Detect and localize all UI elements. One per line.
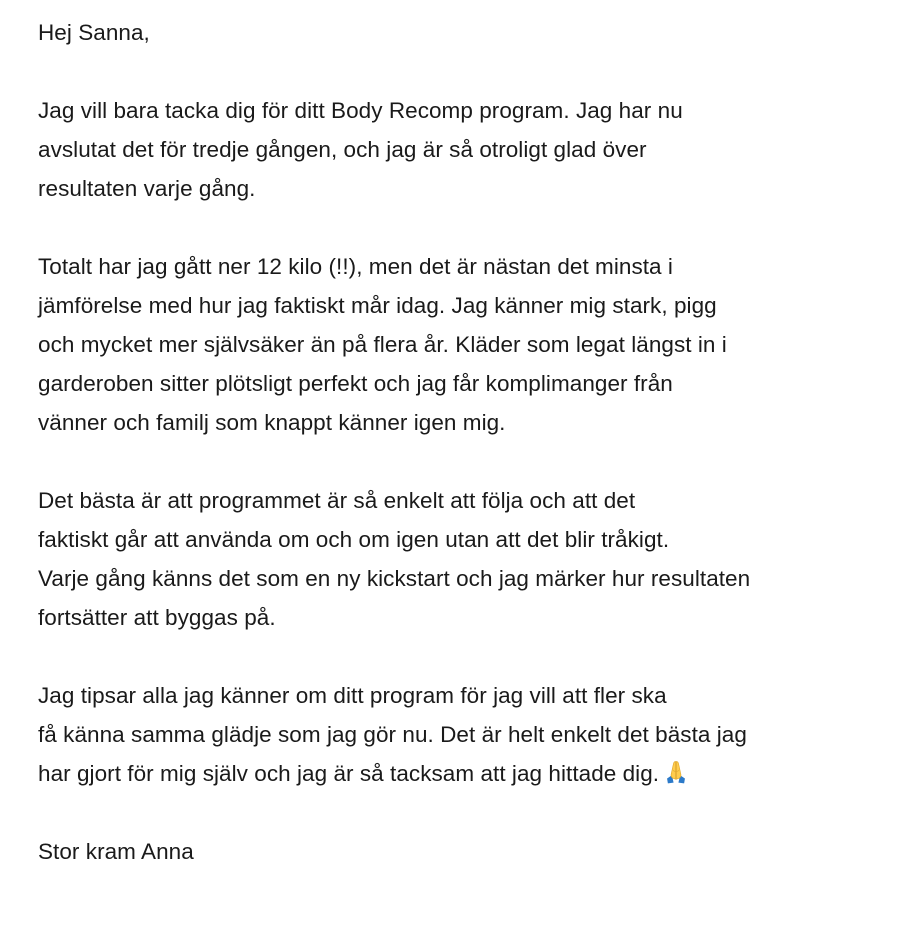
paragraph-program bbox=[38, 481, 878, 637]
text-line: jämförelse med hur jag faktiskt mår idag. Jag känner mig stark, pigg bbox=[38, 293, 717, 318]
paragraph-results bbox=[38, 247, 878, 442]
text-line: resultaten varje gång. bbox=[38, 176, 256, 201]
text-line: har gjort för mig själv och jag är så tacksam att jag hittade dig. bbox=[38, 761, 660, 786]
text-line: Det bästa är att programmet är så enkelt att följa och att det bbox=[38, 488, 636, 513]
email-body bbox=[38, 13, 878, 910]
text-line: få känna samma glädje som jag gör nu. Det är helt enkelt det bästa jag bbox=[38, 722, 747, 747]
text-line: Jag vill bara tacka dig för ditt Body Recomp program. Jag har nu bbox=[38, 98, 683, 123]
text-line: avslutat det för tredje gången, och jag är så otroligt glad över bbox=[38, 137, 647, 162]
text-line: faktiskt går att använda om och om igen utan att det blir tråkigt. bbox=[38, 527, 670, 552]
folded-hands-emoji-icon bbox=[663, 759, 689, 785]
text-line: vänner och familj som knappt känner igen mig. bbox=[38, 410, 506, 435]
text-line: och mycket mer självsäker än på flera år. Kläder som legat längst in i bbox=[38, 332, 727, 357]
text-line: Jag tipsar alla jag känner om ditt program för jag vill att fler ska bbox=[38, 683, 667, 708]
text-line: fortsätter att byggas på. bbox=[38, 605, 276, 630]
text-line: garderoben sitter plötsligt perfekt och jag får komplimanger från bbox=[38, 371, 673, 396]
paragraph-thanks bbox=[38, 91, 878, 208]
greeting: Hej Sanna, bbox=[38, 20, 150, 45]
text-line: Varje gång känns det som en ny kickstart och jag märker hur resultaten bbox=[38, 566, 751, 591]
text-line-with-emoji bbox=[38, 754, 878, 793]
paragraph-recommend bbox=[38, 676, 878, 793]
signoff: Stor kram Anna bbox=[38, 839, 194, 864]
text-line: Totalt har jag gått ner 12 kilo (!!), men det är nästan det minsta i bbox=[38, 254, 673, 279]
